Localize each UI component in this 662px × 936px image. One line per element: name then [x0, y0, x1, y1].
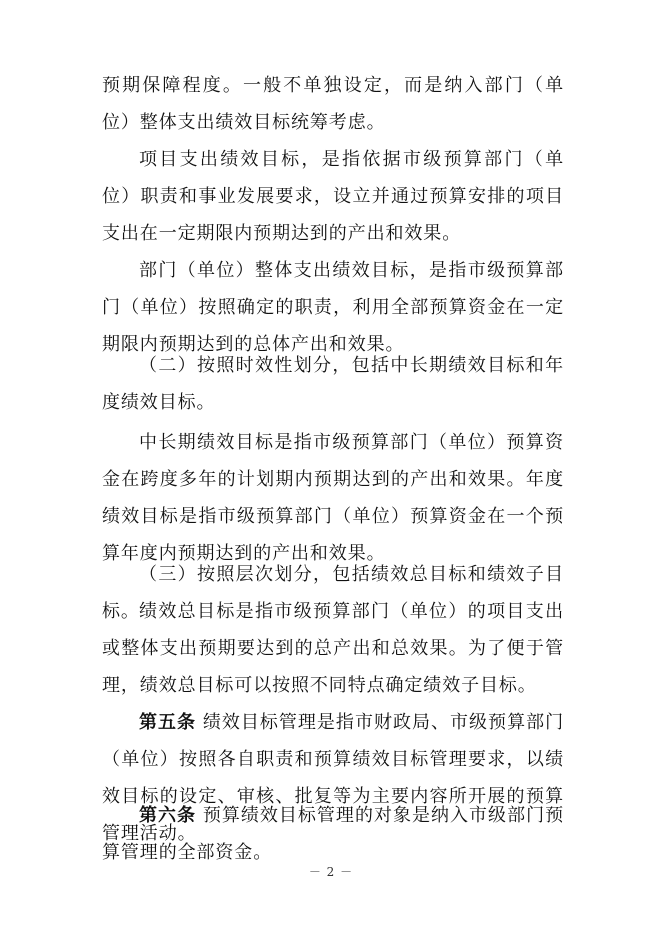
- paragraph-7-text: 绩效总目标是指市级预算部门（单位）的项目支出或整体支出预期要达到的总产出和总效果。为了便于管理，绩效总目标可以按照不同特点确定绩效子目标。: [102, 601, 564, 696]
- article-5-heading: 第五条: [139, 712, 197, 733]
- paragraph-4: [102, 347, 564, 421]
- article-6-heading: 第六条: [139, 805, 197, 826]
- article-6-text: 预算绩效目标管理的对象是纳入市级部门预算管理的全部资金。: [102, 805, 565, 863]
- paragraph-4-text: （二）按照时效性划分，包括中长期绩效目标和年度绩效目标。: [102, 355, 564, 413]
- paragraph-7: [102, 593, 564, 704]
- article-5-text: 绩效目标管理是指市财政局、市级预算部门（单位）按照各自职责和预算绩效目标管理要求，以绩效目标的设定、审核、批复等为主要内容所开展的预算管理活动。: [102, 712, 565, 844]
- page-number: － 2 －: [308, 865, 354, 879]
- paragraph-2-text: 项目支出绩效目标，是指依据市级预算部门（单位）职责和事业发展要求，设立并通过预算安排的项目支出在一定期限内预期达到的产出和效果。: [102, 149, 564, 244]
- paragraph-5: [102, 424, 564, 572]
- paragraph-5-text: 中长期绩效目标是指市级预算部门（单位）预算资金在跨度多年的计划期内预期达到的产出和效果。年度绩效目标是指市级预算部门（单位）预算资金在一个预算年度内预期达到的产出和效果。: [102, 432, 564, 564]
- paragraph-1: [102, 67, 564, 141]
- paragraph-1-text: 预期保障程度。一般不单独设定，而是纳入部门（单位）整体支出绩效目标统筹考虑。: [102, 75, 564, 133]
- paragraph-3-text: 部门（单位）整体支出绩效目标，是指市级预算部门（单位）按照确定的职责，利用全部预算资金在一定期限内预期达到的总体产出和效果。: [102, 260, 564, 355]
- paragraph-article-6: [102, 797, 564, 871]
- paragraph-2: [102, 141, 564, 252]
- paragraph-6-text: （三）按照层次划分，包括绩效总目标和绩效子目标。: [102, 564, 564, 622]
